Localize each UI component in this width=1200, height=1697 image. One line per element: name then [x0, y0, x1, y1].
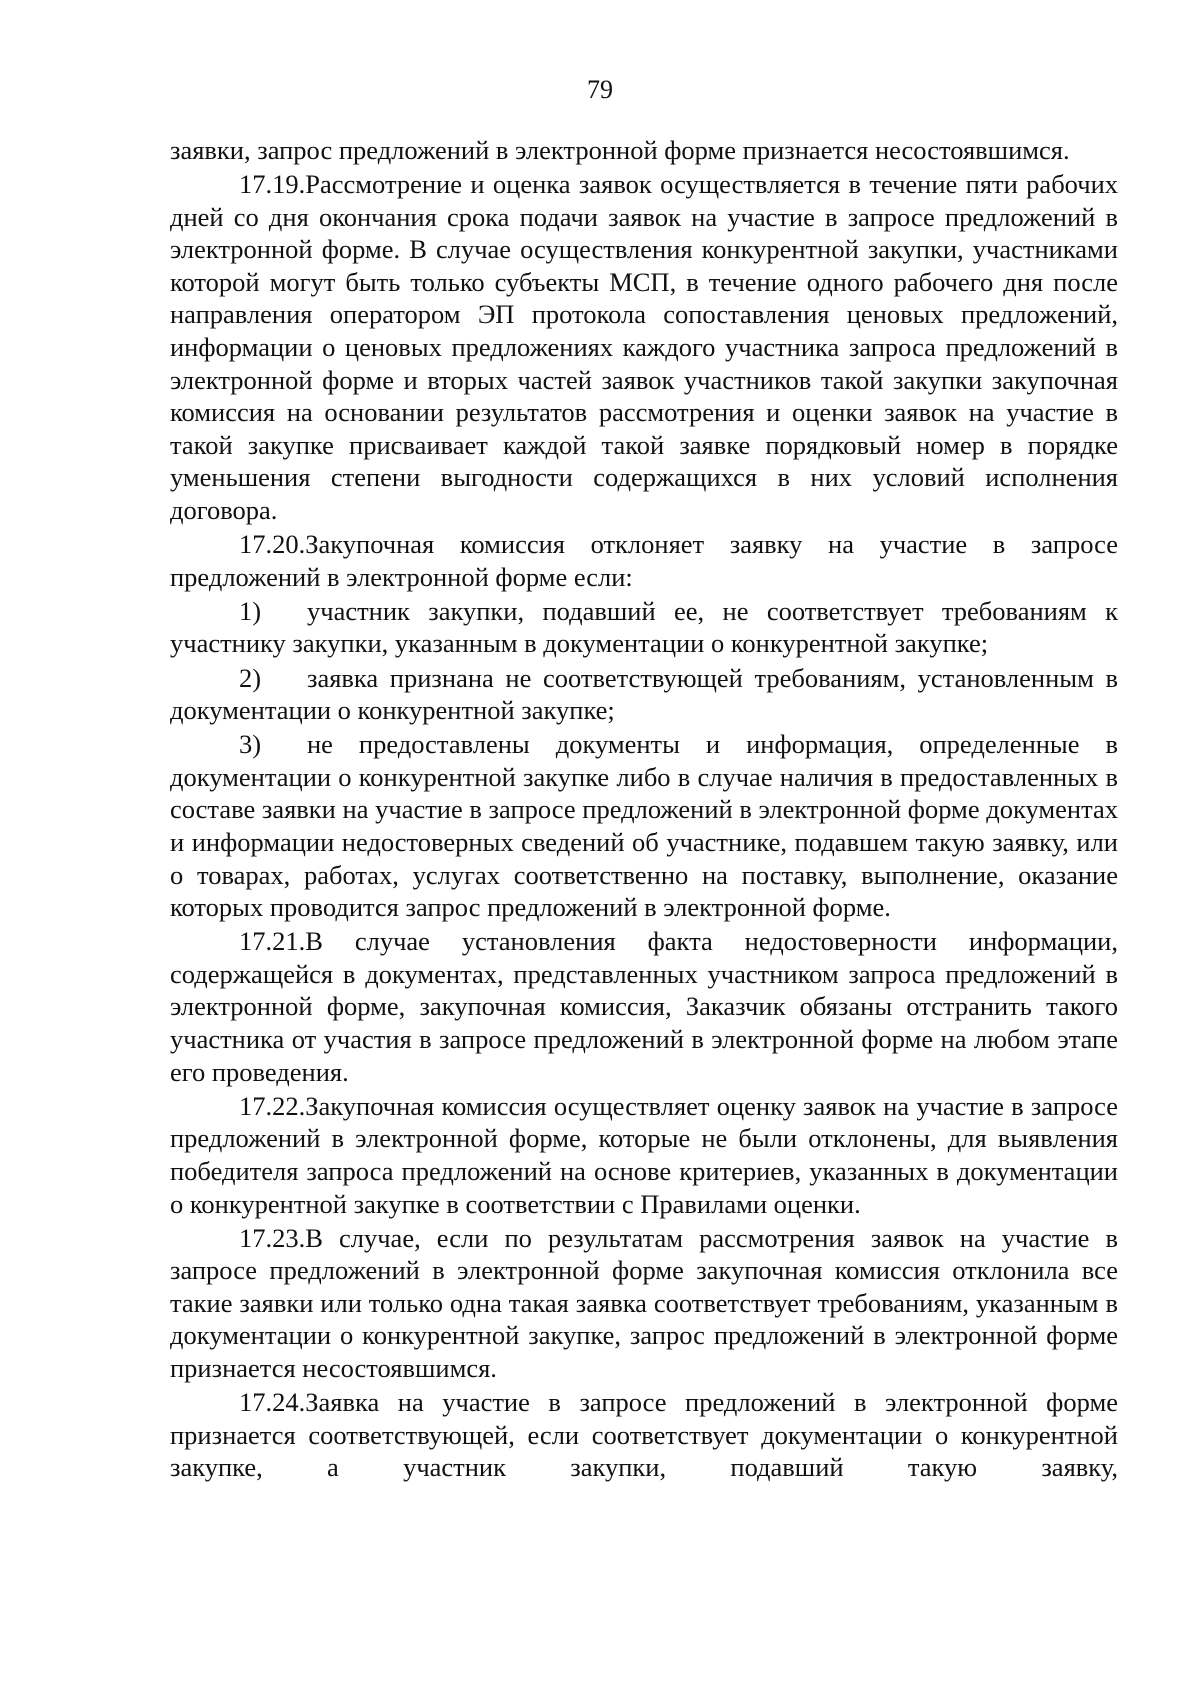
- clause-17-24: 17.24.Заявка на участие в запросе предложений в электронной форме признается соответствующей, если соответствует документации о конкурентной закупке, а участник закупки, подавший такую заявку,: [170, 1387, 1118, 1483]
- clause-17-23: 17.23.В случае, если по результатам рассмотрения заявок на участие в запросе предложений в электронной форме закупочная комиссия отклонила все такие заявки или только одна такая заявка соответствует требованиям, указанным в документации о конкурентной закупке, запрос предложений в электронной форме признается несостоявшимся.: [170, 1222, 1118, 1383]
- list-item-1: [170, 595, 1118, 660]
- list-item-text: не предоставлены документы и информация, определенные в документации о конкурентной закупке либо в случае наличия в предоставленных в составе заявки на участие в запросе предложений в электронной форме документах и информации недостоверных сведений об участнике, подавшем такую заявку, или о товарах, работах, услугах соответственно на поставку, выполнение, оказание которых проводится запрос предложений в электронной форме.: [170, 729, 1118, 923]
- list-item-text: заявка признана не соответствующей требованиям, установленным в документации о конкурентной закупке;: [170, 662, 1118, 726]
- clause-17-21: 17.21.В случае установления факта недостоверности информации, содержащейся в документах, представленных участником запроса предложений в электронной форме, закупочная комиссия, Заказчик обязаны отстранить такого участника от участия в запросе предложений в электронной форме на любом этапе его проведения.: [170, 926, 1118, 1087]
- clause-17-22: 17.22.Закупочная комиссия осуществляет оценку заявок на участие в запросе предложений в электронной форме, которые не были отклонены, для выявления победителя запроса предложений на основе критериев, указанных в документации о конкурентной закупке в соответствии с Правилами оценки.: [170, 1090, 1118, 1219]
- list-number: 3): [239, 729, 262, 760]
- list-item-text: участник закупки, подавший ее, не соответствует требованиям к участнику закупки, указанным в документации о конкурентной закупке;: [170, 595, 1118, 659]
- list-item-2: [170, 662, 1118, 727]
- list-number: 2): [239, 662, 262, 693]
- list-item-3: [170, 728, 1118, 924]
- list-number: 1): [239, 595, 262, 626]
- paragraph-continuation: заявки, запрос предложений в электронной форме признается несостоявшимся.: [170, 135, 1070, 165]
- page-number: 79: [587, 75, 613, 104]
- document-body: [170, 134, 1118, 1485]
- clause-17-20: 17.20.Закупочная комиссия отклоняет заявку на участие в запросе предложений в электронной форме если:: [170, 529, 1118, 592]
- clause-17-19: 17.19.Рассмотрение и оценка заявок осуществляется в течение пяти рабочих дней со дня окончания срока подачи заявок на участие в запросе предложений в электронной форме. В случае осуществления конкурентной закупки, участниками которой могут быть только субъекты МСП, в течение одного рабочего дня после направления оператором ЭП протокола сопоставления ценовых предложений, информации о ценовых предложениях каждого участника запроса предложений в электронной форме и вторых частей заявок участников такой закупки закупочная комиссия на основании результатов рассмотрения и оценки заявок на участие в такой закупке присваивает каждой такой заявке порядковый номер в порядке уменьшения степени выгодности содержащихся в них условий исполнения договора.: [170, 169, 1118, 526]
